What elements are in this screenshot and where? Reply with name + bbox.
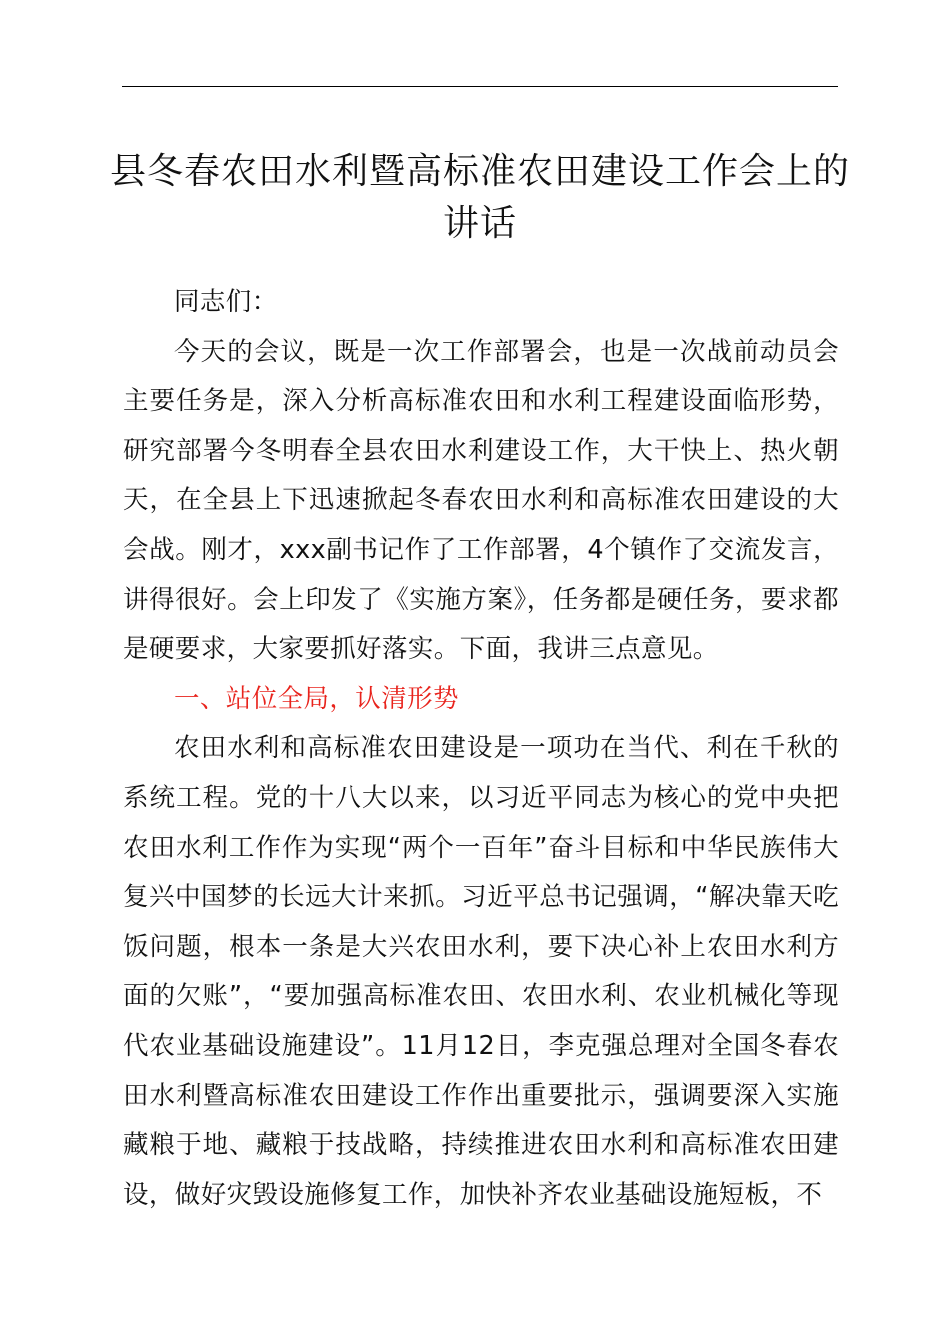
header-rule	[122, 86, 838, 87]
opening-paragraph: 今天的会议，既是一次工作部署会，也是一次战前动员会主要任务是，深入分析高标准农田和水利工程建设面临形势，研究部署今冬明春全县农田水利建设工作，大干快上、热火朝天，在全县上下迅速掀起冬春农田水利和高标准农田建设的大会战。刚才，xxx副书记作了工作部署，4个镇作了交流发言，讲得很好。会上印发了《实施方案》，任务都是硬任务，要求都是硬要求，大家要抓好落实。下面，我讲三点意见。	[123, 336, 839, 665]
document-title: 县冬春农田水利暨高标准农田建设工作会上的讲话	[110, 151, 851, 244]
document-body	[123, 278, 839, 1220]
section-paragraph: 农田水利和高标准农田建设是一项功在当代、利在千秋的系统工程。党的十八大以来，以习近平同志为核心的党中央把农田水利工作作为实现“两个一百年”奋斗目标和中华民族伟大复兴中国梦的长远大计来抓。习近平总书记强调，“解决靠天吃饭问题，根本一条是大兴农田水利，要下决心补上农田水利方面的欠账”，“要加强高标准农田、农田水利、农业机械化等现代农业基础设施建设”。11月12日，李克强总理对全国冬春农田水利暨高标准农田建设工作作出重要批示，强调要深入实施藏粮于地、藏粮于技战略，持续推进农田水利和高标准农田建设，做好灾毁设施修复工作，加快补齐农业基础设施短板，不	[123, 733, 839, 1210]
salutation: 同志们：	[174, 287, 278, 317]
section-heading: 一、站位全局，认清形势	[174, 683, 459, 714]
